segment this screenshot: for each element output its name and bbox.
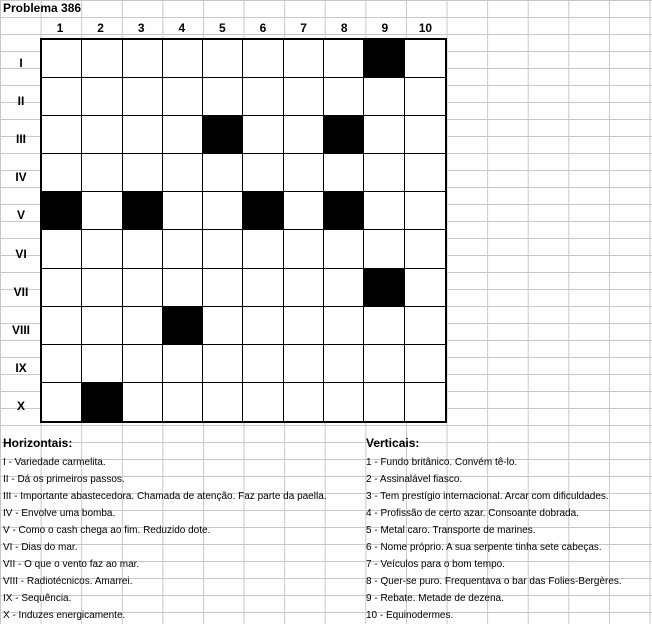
grid-cell[interactable] [364, 230, 404, 268]
crossword-grid [40, 38, 447, 423]
grid-cell[interactable] [364, 383, 404, 421]
grid-cell[interactable] [405, 307, 445, 345]
grid-cell[interactable] [42, 269, 82, 307]
grid-cell[interactable] [42, 307, 82, 345]
grid-cell[interactable] [82, 154, 122, 192]
grid-cell[interactable] [203, 307, 243, 345]
vertical-clue: 3 - Tem prestígio internacional. Arcar com dificuldades. [366, 491, 609, 502]
horizontal-clue: VIII - Radiotécnicos. Amarrei. [3, 576, 133, 587]
grid-cell[interactable] [324, 154, 364, 192]
grid-cell[interactable] [284, 78, 324, 116]
black-cell [364, 269, 404, 307]
grid-cell[interactable] [163, 345, 203, 383]
grid-cell[interactable] [123, 230, 163, 268]
grid-cell[interactable] [82, 116, 122, 154]
row-label: IV [15, 170, 27, 185]
vertical-heading: Verticais: [366, 436, 420, 450]
column-number: 4 [178, 21, 186, 35]
grid-cell[interactable] [324, 307, 364, 345]
horizontal-clue: II - Dá os primeiros passos. [3, 474, 125, 485]
vertical-clue: 1 - Fundo britânico. Convém tê-lo. [366, 457, 518, 468]
grid-cell[interactable] [405, 192, 445, 230]
horizontal-clue: I - Variedade carmelita. [3, 457, 106, 468]
grid-cell[interactable] [42, 230, 82, 268]
grid-cell[interactable] [123, 78, 163, 116]
horizontal-clue: V - Como o cash chega ao fim. Reduzido dote. [3, 525, 211, 536]
grid-cell[interactable] [42, 154, 82, 192]
black-cell [123, 192, 163, 230]
grid-cell[interactable] [42, 345, 82, 383]
grid-cell[interactable] [324, 345, 364, 383]
grid-cell[interactable] [243, 154, 283, 192]
column-number: 2 [97, 21, 104, 35]
vertical-clue: 8 - Quer-se puro. Frequentava o bar das Folies-Bergères. [366, 576, 622, 587]
grid-cell[interactable] [405, 40, 445, 78]
black-cell [82, 383, 122, 421]
horizontal-clue: X - Induzes energicamente. [3, 610, 126, 621]
black-cell [243, 192, 283, 230]
vertical-clue: 6 - Nome próprio. A sua serpente tinha sete cabeças. [366, 542, 602, 553]
grid-cell[interactable] [203, 40, 243, 78]
grid-cell[interactable] [42, 116, 82, 154]
column-number: 1 [56, 21, 64, 35]
column-number: 9 [381, 21, 389, 35]
grid-cell[interactable] [284, 192, 324, 230]
grid-cell[interactable] [42, 40, 82, 78]
grid-cell[interactable] [364, 307, 404, 345]
grid-cell[interactable] [405, 383, 445, 421]
grid-cell[interactable] [82, 192, 122, 230]
grid-cell[interactable] [324, 383, 364, 421]
black-cell [163, 307, 203, 345]
grid-cell[interactable] [364, 116, 404, 154]
grid-cell[interactable] [163, 40, 203, 78]
grid-cell[interactable] [123, 307, 163, 345]
row-label: III [15, 132, 26, 147]
grid-cell[interactable] [405, 154, 445, 192]
black-cell [42, 192, 82, 230]
grid-cell[interactable] [284, 307, 324, 345]
vertical-clue: 9 - Rebate. Metade de dezena. [366, 593, 504, 604]
grid-cell[interactable] [123, 40, 163, 78]
grid-cell[interactable] [324, 40, 364, 78]
puzzle-title: Problema 386 [3, 1, 82, 15]
grid-cell[interactable] [405, 230, 445, 268]
grid-cell[interactable] [284, 230, 324, 268]
grid-cell[interactable] [163, 269, 203, 307]
grid-cell[interactable] [203, 154, 243, 192]
grid-cell[interactable] [405, 345, 445, 383]
row-label: VII [13, 284, 29, 299]
grid-cell[interactable] [42, 78, 82, 116]
grid-cell[interactable] [82, 269, 122, 307]
grid-cell[interactable] [123, 269, 163, 307]
horizontal-clue: IX - Sequência. [3, 593, 72, 604]
grid-cell[interactable] [364, 192, 404, 230]
black-cell [364, 40, 404, 78]
vertical-clue: 7 - Veículos para o bom tempo. [366, 559, 505, 570]
horizontal-clue: IV - Envolve uma bomba. [3, 508, 116, 519]
column-number: 5 [219, 21, 226, 35]
row-label: II [17, 94, 25, 109]
grid-cell[interactable] [123, 345, 163, 383]
grid-cell[interactable] [163, 192, 203, 230]
horizontal-heading: Horizontais: [3, 436, 73, 450]
grid-cell[interactable] [284, 116, 324, 154]
grid-cell[interactable] [82, 78, 122, 116]
grid-cell[interactable] [203, 383, 243, 421]
horizontal-clue: III - Importante abastecedora. Chamada de atenção. Faz parte da paella. [3, 491, 327, 502]
grid-cell[interactable] [163, 116, 203, 154]
black-cell [324, 116, 364, 154]
grid-cell[interactable] [284, 40, 324, 78]
column-number: 8 [340, 21, 348, 35]
grid-cell[interactable] [364, 78, 404, 116]
grid-cell[interactable] [123, 116, 163, 154]
grid-cell[interactable] [82, 40, 122, 78]
grid-cell[interactable] [243, 78, 283, 116]
grid-cell[interactable] [284, 269, 324, 307]
grid-cell[interactable] [284, 345, 324, 383]
grid-cell[interactable] [82, 230, 122, 268]
grid-cell[interactable] [203, 192, 243, 230]
grid-cell[interactable] [243, 383, 283, 421]
vertical-clue: 5 - Metal caro. Transporte de marines. [366, 525, 536, 536]
grid-cell[interactable] [243, 307, 283, 345]
grid-cell[interactable] [284, 154, 324, 192]
grid-cell[interactable] [243, 116, 283, 154]
column-number: 3 [137, 21, 145, 35]
horizontal-clue: VI - Dias do mar. [3, 542, 78, 553]
row-label: VI [15, 246, 27, 261]
grid-cell[interactable] [163, 383, 203, 421]
vertical-clue: 4 - Profissão de certo azar. Consoante dobrada. [366, 508, 579, 519]
black-cell [324, 192, 364, 230]
grid-cell[interactable] [284, 383, 324, 421]
grid-cell[interactable] [405, 269, 445, 307]
grid-cell[interactable] [243, 345, 283, 383]
row-label: VIII [11, 322, 30, 337]
vertical-clue: 10 - Equinodermes. [366, 610, 454, 621]
grid-cell[interactable] [405, 116, 445, 154]
grid-cell[interactable] [243, 230, 283, 268]
grid-cell[interactable] [364, 154, 404, 192]
grid-cell[interactable] [203, 345, 243, 383]
grid-cell[interactable] [243, 40, 283, 78]
grid-cell[interactable] [163, 78, 203, 116]
grid-cell[interactable] [163, 230, 203, 268]
grid-cell[interactable] [82, 345, 122, 383]
row-label: X [16, 398, 25, 413]
column-number: 6 [259, 21, 267, 35]
grid-cell[interactable] [123, 383, 163, 421]
grid-cell[interactable] [163, 154, 203, 192]
grid-cell[interactable] [203, 78, 243, 116]
row-label: IX [15, 360, 27, 375]
grid-cell[interactable] [405, 78, 445, 116]
grid-cell[interactable] [203, 230, 243, 268]
grid-cell[interactable] [324, 230, 364, 268]
grid-cell[interactable] [123, 154, 163, 192]
vertical-clue: 2 - Assinalável fiasco. [366, 474, 463, 485]
grid-cell[interactable] [324, 269, 364, 307]
grid-cell[interactable] [203, 269, 243, 307]
grid-cell[interactable] [42, 383, 82, 421]
grid-cell[interactable] [243, 269, 283, 307]
row-label: V [16, 208, 25, 223]
column-number: 7 [300, 21, 307, 35]
horizontal-clue: VII - O que o vento faz ao mar. [3, 559, 140, 570]
grid-cell[interactable] [324, 78, 364, 116]
row-label: I [19, 56, 23, 71]
black-cell [203, 116, 243, 154]
column-number: 10 [418, 21, 433, 35]
grid-cell[interactable] [82, 307, 122, 345]
grid-cell[interactable] [364, 345, 404, 383]
